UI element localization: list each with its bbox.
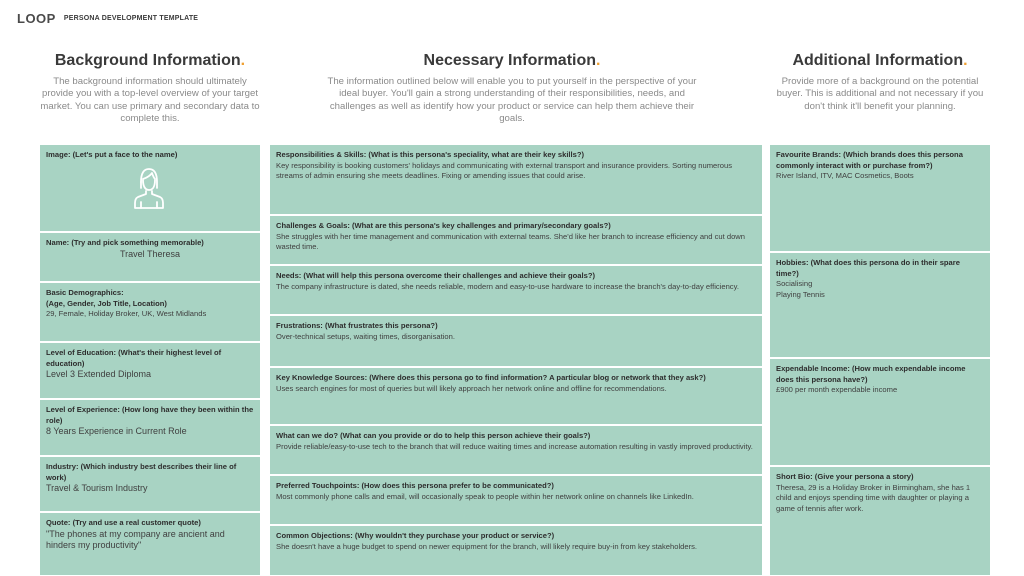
income-label: Expendable Income: (How much expendable income does this persona have?)	[776, 364, 966, 384]
background-title: Background Information.	[54, 52, 246, 69]
knowledge-label: Key Knowledge Sources: (Where does this persona go to find information? A particular blog or network that they ask?)	[276, 373, 706, 382]
challenges-value: She struggles with her time management and communication with external teams. She'd like her branch to increase efficiency and cut down wasted time.	[276, 231, 745, 252]
industry-value: Travel & Tourism Industry	[46, 483, 148, 494]
income-value: £900 per month expendable income	[776, 385, 898, 395]
bio-cell	[770, 467, 990, 575]
what-can-we-do-value: Provide reliable/easy-to-use tech to the branch that will reduce waiting times and increase automation resulting in vastly improved productivity.	[276, 441, 753, 451]
name-cell	[40, 233, 260, 281]
frustrations-cell	[270, 316, 762, 366]
name-value: Travel Theresa	[119, 248, 181, 259]
income-cell	[770, 359, 990, 465]
challenges-cell	[270, 216, 762, 264]
education-value: Level 3 Extended Diploma	[46, 369, 152, 380]
bio-value: Theresa, 29 is a Holiday Broker in Birmingham, she has 1 child and enjoys spending time with daughter or playing a game of tennis after work.	[776, 482, 971, 513]
image-label: Image: (Let's put a face to the name)	[46, 150, 178, 159]
objections-label: Common Objections: (Why wouldn't they purchase your product or service?)	[276, 531, 555, 540]
what-can-we-do-label: What can we do? (What can you provide or do to help this person achieve their goals?)	[276, 431, 591, 440]
image-cell	[40, 145, 260, 231]
touchpoints-label: Preferred Touchpoints: (How does this persona prefer to be communicated?)	[276, 481, 554, 490]
quote-value: "The phones at my company are ancient and hinders my productivity"	[46, 528, 225, 551]
background-heading	[40, 52, 260, 125]
education-label: Level of Education: (What's their highest level of education)	[46, 348, 222, 368]
necessary-heading	[318, 52, 706, 125]
background-description: The background information should ultimately provide you with a top-level overview of your target market. You can use primary and secondary data to complete this.	[40, 76, 260, 124]
touchpoints-value: Most commonly phone calls and email, will occasionally speak to people within her network online on channels like LinkedIn.	[276, 491, 694, 501]
knowledge-value: Uses search engines for most of queries but will likely approach her network online and offline for recommendations.	[276, 383, 667, 393]
quote-cell	[40, 513, 260, 575]
necessary-description: The information outlined below will enable you to put yourself in the perspective of your ideal buyer. You'll gain a strong understanding of their responsibilities, needs, and challenges as well as identify how your product or service can help them achieve their goals.	[327, 76, 697, 124]
brands-cell	[770, 145, 990, 251]
additional-title: Additional Information.	[792, 52, 968, 69]
frustrations-value: Over-technical setups, waiting times, disorganisation.	[276, 331, 455, 341]
frustrations-label: Frustrations: (What frustrates this persona?)	[276, 321, 438, 330]
what-can-we-do-cell	[270, 426, 762, 474]
bio-label: Short Bio: (Give your persona a story)	[776, 472, 914, 481]
challenges-label: Challenges & Goals: (What are this persona's key challenges and primary/secondary goals?)	[276, 221, 611, 230]
demographics-cell	[40, 283, 260, 341]
responsibilities-label: Responsibilities & Skills: (What is this persona's speciality, what are their key skills?)	[276, 150, 585, 159]
brands-label: Favourite Brands: (Which brands does this persona commonly interact with or purchase from?)	[776, 150, 963, 170]
person-icon	[132, 166, 166, 210]
touchpoints-cell	[270, 476, 762, 524]
logo	[17, 11, 198, 26]
logo-mark: LOOP	[17, 11, 56, 26]
knowledge-cell	[270, 368, 762, 424]
hobbies-cell	[770, 253, 990, 357]
template-title: PERSONA DEVELOPMENT TEMPLATE	[63, 15, 199, 22]
demographics-value: 29, Female, Holiday Broker, UK, West Midlands	[46, 309, 207, 319]
hobbies-value: Socialising Playing Tennis	[776, 279, 825, 299]
hobbies-label: Hobbies: (What does this persona do in their spare time?)	[776, 258, 960, 278]
necessary-title: Necessary Information.	[423, 52, 601, 69]
additional-heading	[770, 52, 990, 113]
industry-label: Industry: (Which industry best describes their line of work)	[46, 462, 237, 482]
objections-value: She doesn't have a huge budget to spend on newer equipment for the branch, will likely require buy-in from key stakeholders.	[276, 541, 698, 551]
objections-cell	[270, 526, 762, 575]
quote-label: Quote: (Try and use a real customer quote)	[46, 518, 201, 527]
experience-cell	[40, 400, 260, 455]
needs-cell	[270, 266, 762, 314]
demographics-label: Basic Demographics: (Age, Gender, Job Title, Location)	[46, 288, 167, 308]
additional-description: Provide more of a background on the potential buyer. This is additional and not necessary if you don't think it'll benefit your planning.	[776, 76, 984, 112]
education-cell	[40, 343, 260, 398]
industry-cell	[40, 457, 260, 511]
responsibilities-value: Key responsibility is booking customers' holidays and communicating with external transport and insurance providers. Sorting numerous streams of admin ensuring she meets deadlines. Fixing or amending issues that could arise.	[276, 160, 733, 181]
brands-value: River Island, ITV, MAC Cosmetics, Boots	[776, 171, 914, 181]
needs-label: Needs: (What will help this persona overcome their challenges and achieve their goals?)	[276, 271, 596, 280]
name-label: Name: (Try and pick something memorable)	[46, 238, 204, 247]
experience-label: Level of Experience: (How long have they been within the role)	[46, 405, 254, 425]
responsibilities-cell	[270, 145, 762, 214]
needs-value: The company infrastructure is dated, she needs reliable, modern and easy-to-use hardware to increase the branch's day-to-day efficiency.	[276, 281, 739, 291]
experience-value: 8 Years Experience in Current Role	[46, 426, 187, 437]
